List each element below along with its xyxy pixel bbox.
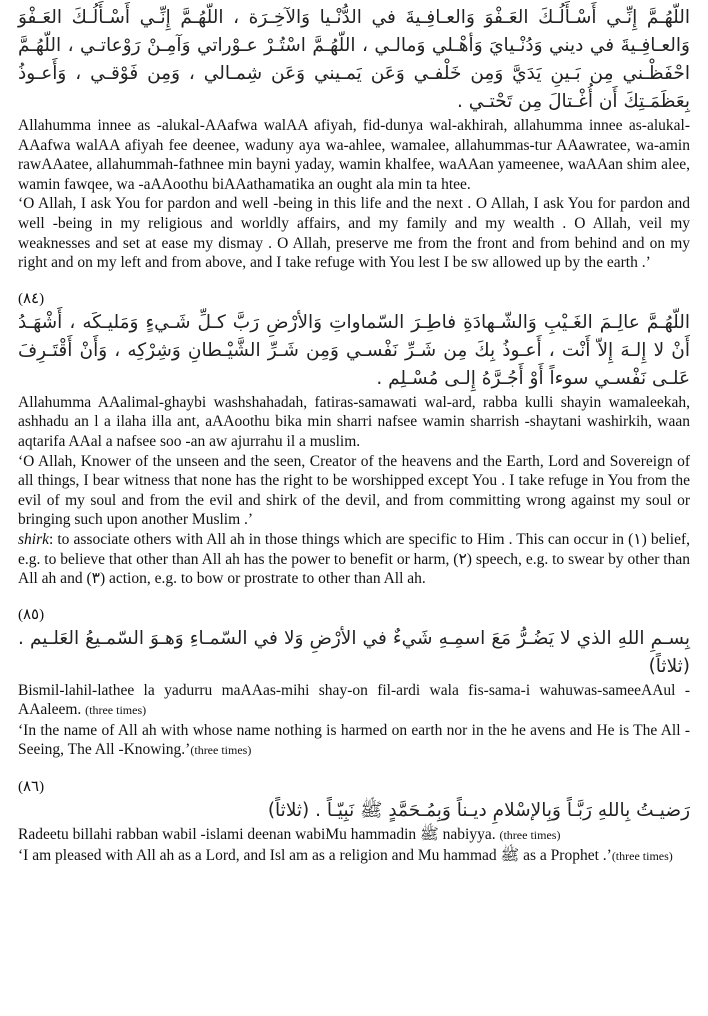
arabic-text: اللّهُـمَّ إِنِّـي أَسْـأَلُـكَ العَـفْوَ وَالعـافِـيةَ في الدُّنْـيا وَالآخِـرَة ، اللّهُـمَّ إِنِّـي أَسْـأَلُـكَ العَـفْوَ وَالعـافِـيةَ في ديني وَدُنْـيايَ وَأهْـلي وَمالـي ، اللّهُـمَّ اسْتُـرْ عـوْراتي وَآمِـنْ رَوْعاتـي ، اللّهُـمَّ احْفَظْـني مِن بَـينِ يَدَيَّ وَمِن خَلْفـي وَعَن يَمـيني وَعَن شِمـالي ، وَمِن فَوْقـي ، وَأَعـوذُ بِعَظَمَـتِكَ أَن أُغْـتالَ مِن تَحْتـي . (18, 7, 690, 112)
arabic-text: بِسـمِ اللهِ الذي لا يَضُـرُّ مَعَ اسمِـهِ شَيءٌ في الأرْضِ وَلا في السّمـاءِ وَهـوَ السّمـيعُ العَلـيم . (ثلاثاً) (18, 627, 690, 677)
transliteration-body: Bismil-lahil-lathee la yadurru maAAas-mihi shay-on fil-ardi wala fis-sama-i wahuwas-sameeAAul -AAaleem. (18, 681, 690, 719)
supplication-block (18, 777, 690, 866)
footnote (18, 530, 690, 589)
repeat-note: (three times) (85, 703, 147, 718)
translation-text (18, 721, 690, 761)
translation-text: ‘O Allah, I ask You for pardon and well -being in this life and the next . O Allah, I ask You for pardon and well -being in my religious and worldly affairs, and my family and my wealth . O Allah, veil my weaknesses and set at ease my dismay . O Allah, preserve me from the front and from behind and on my right and on my left and from above, and I take refuge with You lest I be sw allowed up by the earth .’ (18, 195, 690, 272)
repeat-note: (three times) (499, 828, 561, 843)
translation-text: ‘O Allah, Knower of the unseen and the seen, Creator of the heavens and the Earth, Lord and Sovereign of all things, I bear witness that none has the right to be worshipped except You . I take refuge in You from the evil of my soul and from the evil and shirk of the devil, and from committing wrong against my soul or bringing such upon another Muslim .’ (18, 452, 690, 529)
transliteration-text: Allahumma innee as -alukal-AAafwa walAA afiyah, fid-dunya wal-akhirah, allahumma innee as-alukal-AAafwa walAA afiyah fee deenee, waduny aya wa-ahlee, wamalee, allahummas-tur AAawratee, wa-amin rawAAatee, allahummah-fathnee min bayni yaday, wamin khalfee, waAAan yameenee, waAAan shim alee, wamin fawqee, wa -aAAoothu biAAathamatika an ought ala min ta htee. (18, 117, 690, 193)
transliteration-body: Radeetu billahi rabban wabil -islami deenan wabiMu hammadin ﷺ nabiyya. (18, 826, 496, 844)
arabic-text: رَضيـتُ بِاللهِ رَبَّـاً وَبِالإسْلامِ ديـناً وَبِمُـحَمَّدٍ ﷺ نَبِيّـاً . (ثلاثاً) (267, 800, 690, 822)
translation-body: ‘In the name of All ah with whose name nothing is harmed on earth nor in the he avens and He is The All -Seeing, The All -Knowing.’ (18, 721, 690, 759)
repeat-note: (three times) (611, 848, 673, 863)
translation-text (18, 846, 690, 867)
footnote-text: : to associate others with All ah in those things which are specific to Him . This can occur in (١) belief, e.g. to believe that other than All ah has the power to benefit or harm, (٢) speech, e.g. to swear by other than All ah and (٣) action, e.g. to bow or prostrate to other than All ah. (18, 530, 690, 588)
page-content (18, 4, 690, 866)
supplication-number: (٨٦) (18, 779, 45, 796)
supplication-block (18, 4, 690, 273)
supplication-number: (٨٤) (18, 290, 45, 307)
supplication-block (18, 605, 690, 761)
transliteration-text (18, 681, 690, 721)
transliteration-text (18, 825, 690, 846)
transliteration-text: Allahumma AAalimal-ghaybi washshahadah, fatiras-samawati wal-ard, rabba kulli shayin wamaleekah, ashhadu an l a ilaha illa ant, aAAoothu bika min sharri nafsee wamin sharrish -shaytani washirkih, waan aqtarifa AAal a nafsee soo -an aw ajurrahu il a muslim. (18, 393, 690, 450)
supplication-block (18, 289, 690, 589)
repeat-note: (three times) (190, 743, 252, 758)
arabic-text: اللّهُـمَّ عالِـمَ الغَـيْبِ وَالشّـهادَةِ فاطِـرَ السّماواتِ وَالأرْضِ رَبَّ كـلِّ شَـيءٍ وَمَليـكَه ، أَشْهَـدُ أَنْ لا إِلـهَ إِلاّ أَنْت ، أَعـوذُ بِكَ مِن شَـرِّ نَفْسـي وَمِن شَـرِّ الشَّيْـطانِ وَشِرْكِه ، وَأَنْ أَقْتَـرِفَ عَلـى نَفْسـي سوءاً أَوْ أَجُـرَّهُ إِلـى مُسْـلِم . (18, 311, 690, 389)
translation-body: ‘I am pleased with All ah as a Lord, and Isl am as a religion and Mu hammad ﷺ as a Prophet .’ (18, 846, 612, 864)
supplication-number: (٨٥) (18, 606, 45, 623)
footnote-term: shirk (18, 530, 49, 548)
